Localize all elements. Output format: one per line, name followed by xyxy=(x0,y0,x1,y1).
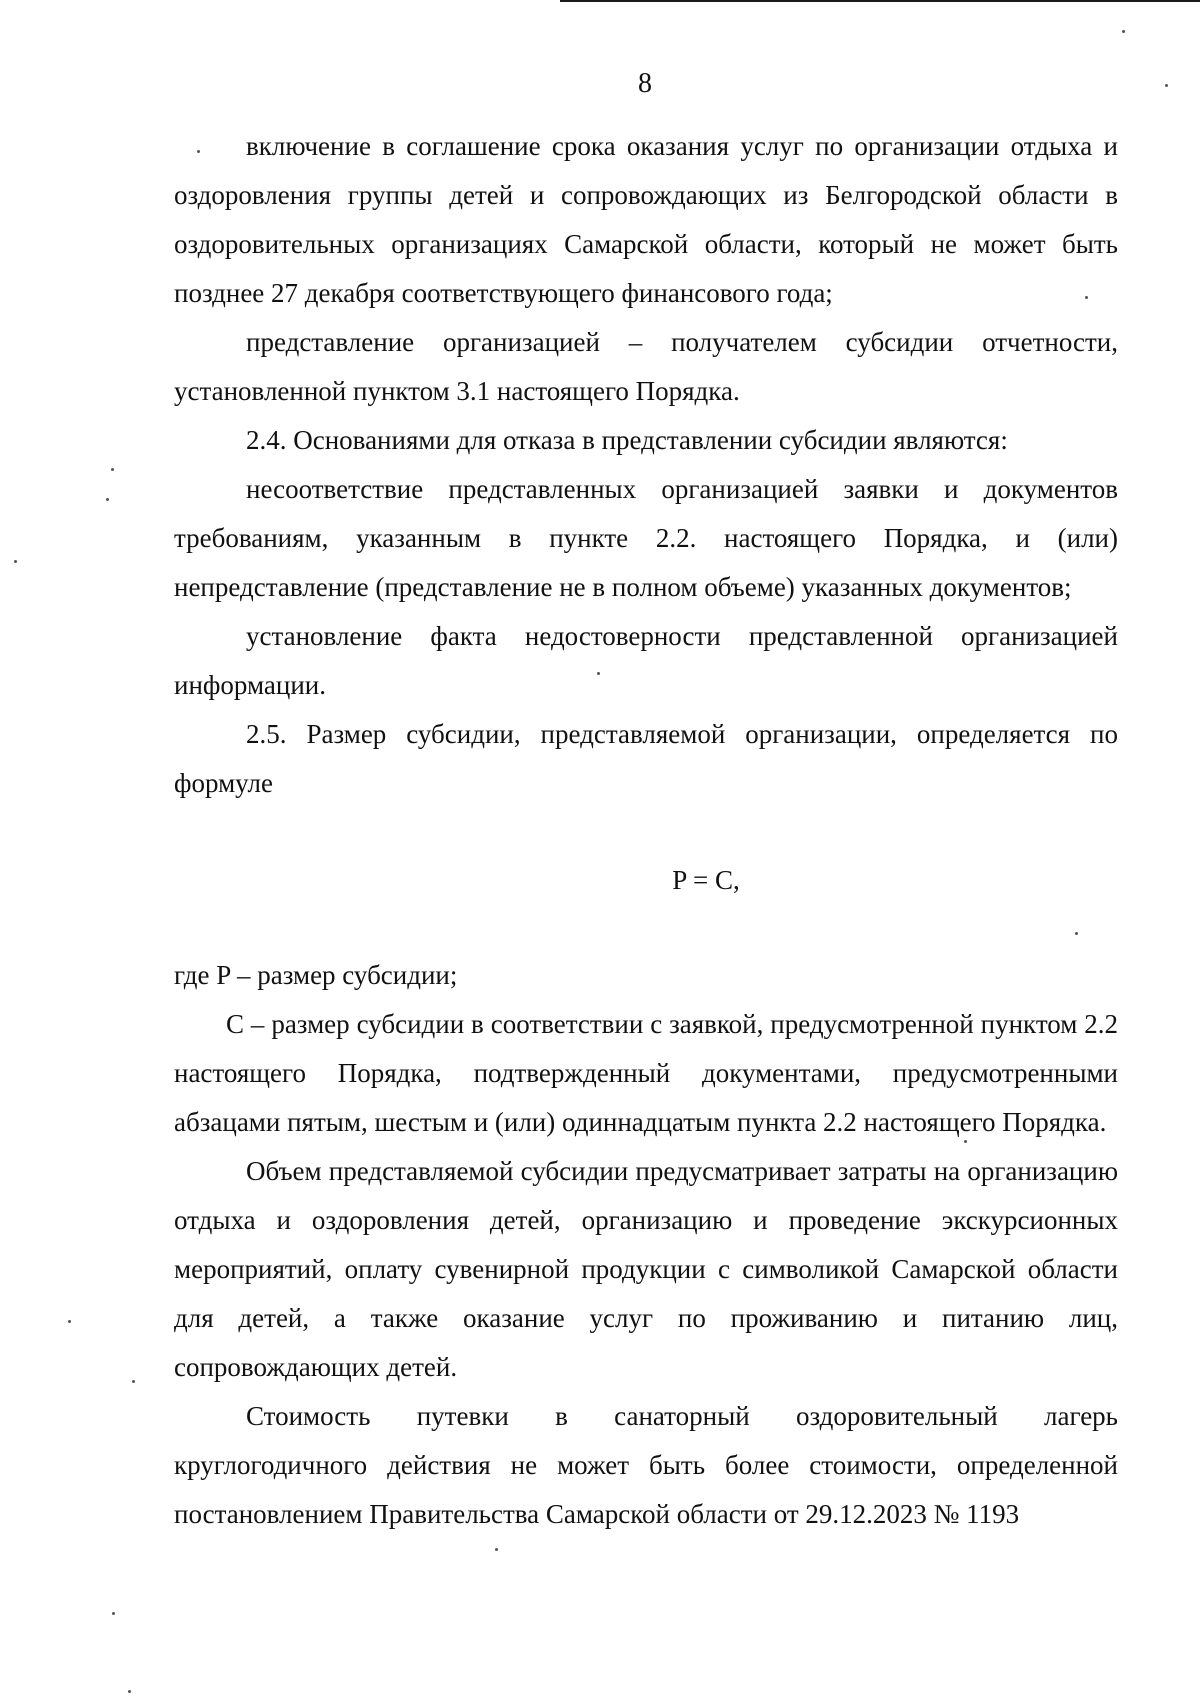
scan-speck xyxy=(1165,84,1168,87)
paragraph-agreement-term: включение в соглашение срока оказания услуг по организации отдыха и оздоровления группы детей и сопровождающих из Белгородской области в оздоровительных организациях Самарской области, который не может быть позднее 27 декабря соответствующего финансового года; xyxy=(174,131,1118,308)
paragraph-nonconformity: несоответствие представленных организацией заявки и документов требованиям, указанным в пункте 2.2. настоящего Порядка, и (или) непредставление (представление не в полном объеме) указанных документов; xyxy=(174,474,1118,602)
page-body xyxy=(174,122,1118,1539)
paragraph-2-5-formula-intro: 2.5. Размер субсидии, представляемой организации, определяется по формуле xyxy=(174,719,1118,798)
scan-speck xyxy=(1122,30,1125,33)
paragraph-reporting: представление организацией – получателем субсидии отчетности, установленной пунктом 3.1 настоящего Порядка. xyxy=(174,327,1118,406)
paragraph-unreliability: установление факта недостоверности представленной организацией информации. xyxy=(174,621,1118,700)
top-rule xyxy=(560,0,1200,2)
paragraph-c-definition: C – размер субсидии в соответствии с заявкой, предусмотренной пунктом 2.2 настоящего Порядка, подтвержденный документами, предусмотренными абзацами пятым, шестым и (или) одиннадцатым пункта 2.2 настоящего Порядка. xyxy=(174,1009,1118,1137)
scan-speck xyxy=(197,150,200,153)
paragraph-2-4-heading: 2.4. Основаниями для отказа в представлении субсидии являются: xyxy=(246,425,1008,455)
paragraph-subsidy-volume: Объем представляемой субсидии предусматривает затраты на организацию отдыха и оздоровления детей, организацию и проведение экскурсионных мероприятий, оплату сувенирной продукции с символикой Самарской области для детей, а также оказание услуг по проживанию и питанию лиц, сопровождающих детей. xyxy=(174,1156,1118,1382)
scan-speck xyxy=(68,1320,71,1323)
scan-speck xyxy=(14,560,17,563)
scan-speck xyxy=(1075,932,1078,935)
scan-speck xyxy=(964,1140,967,1143)
scan-speck xyxy=(106,498,109,501)
scan-speck xyxy=(597,672,600,675)
where-line: где P – размер субсидии; xyxy=(174,960,458,990)
formula: P = C, xyxy=(672,865,740,895)
scan-speck xyxy=(495,1548,498,1551)
scan-speck xyxy=(112,1612,115,1615)
scan-speck xyxy=(132,1380,135,1383)
scan-speck xyxy=(128,1690,131,1693)
scan-speck xyxy=(111,468,114,471)
page-number: 8 xyxy=(638,68,652,99)
paragraph-voucher-cost: Стоимость путевки в санаторный оздоровительный лагерь круглогодичного действия не может быть более стоимости, определенной постановлением Правительства Самарской области от 29.12.2023 № 1193 xyxy=(174,1401,1118,1529)
scan-speck xyxy=(1085,296,1088,299)
